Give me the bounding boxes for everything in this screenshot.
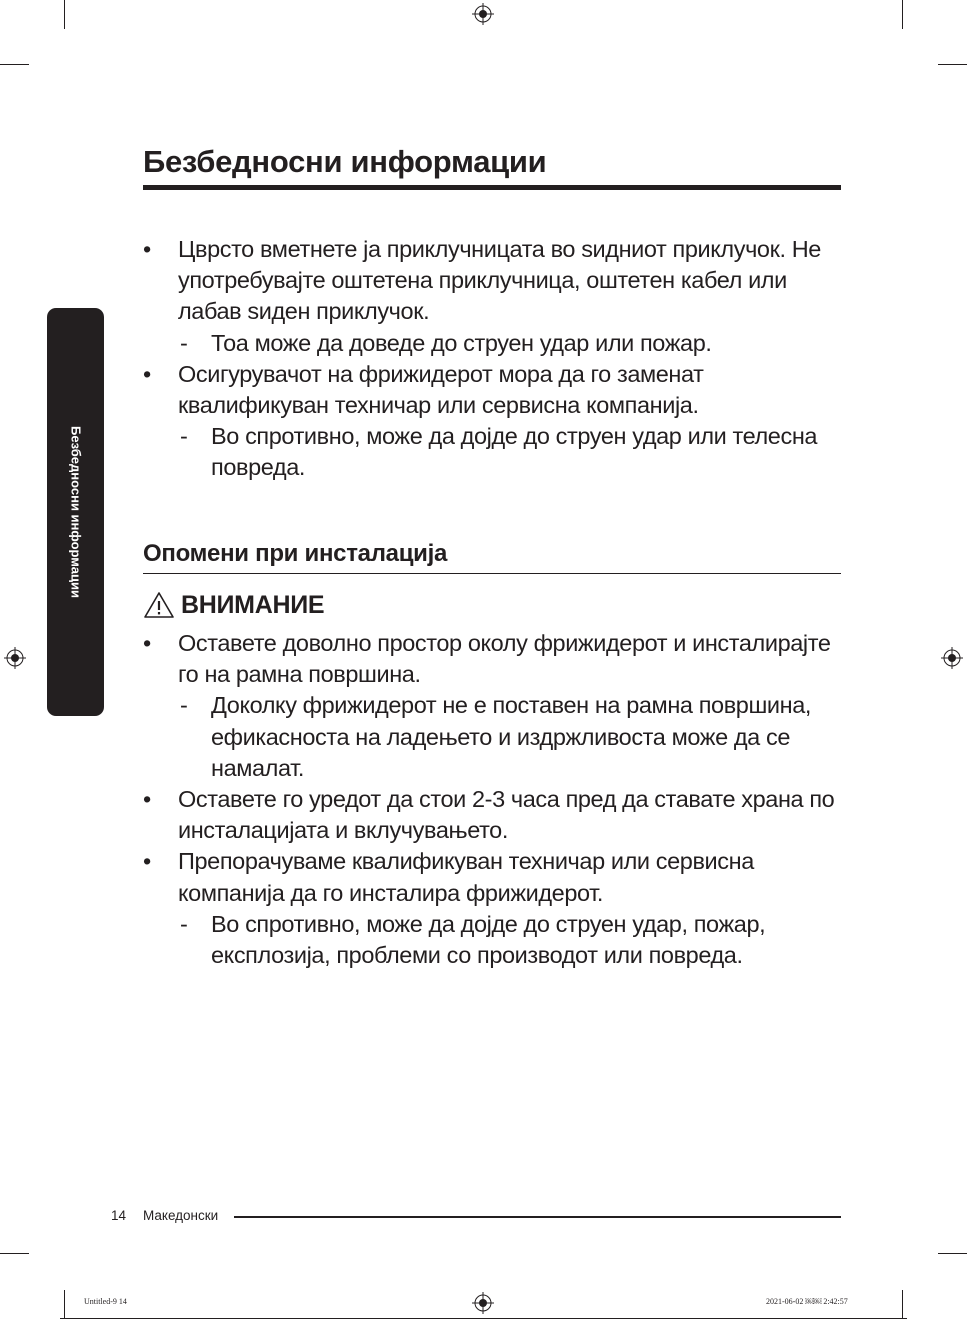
crop-mark <box>938 64 967 65</box>
list-item <box>143 359 843 421</box>
footer-divider <box>234 1216 841 1218</box>
list-item <box>143 234 843 328</box>
list-subitem <box>143 909 843 971</box>
side-tab <box>47 308 104 716</box>
list-subitem <box>143 328 843 359</box>
page-title: Безбедносни информации <box>143 144 547 179</box>
crop-mark <box>938 1253 967 1254</box>
bullet-marker: • <box>143 630 151 656</box>
crop-mark <box>64 1290 65 1319</box>
warning-triangle-icon <box>143 591 175 619</box>
list-item <box>143 846 843 908</box>
registration-mark-icon <box>4 647 26 669</box>
dash-marker: - <box>180 423 188 450</box>
list-subitem-text: Тоа може да доведе до струен удар или пожар. <box>211 329 712 356</box>
title-divider <box>143 185 841 190</box>
list-subitem-text: Доколку фрижидерот не е поставен на рамна површина, ефикасноста на ладењето и издржливоста може да се намалат. <box>211 692 811 781</box>
registration-mark-icon <box>472 3 494 25</box>
list-item-text: Оставете доволно простор околу фрижидерот и инсталирајте го на рамна површина. <box>178 630 831 688</box>
bullet-marker: • <box>143 848 151 875</box>
page-number: 14 <box>111 1208 127 1223</box>
registration-mark-icon <box>472 1292 494 1314</box>
safety-list <box>143 234 843 484</box>
footer-language: Македонски <box>143 1208 219 1223</box>
list-item <box>143 628 843 690</box>
list-subitem-text: Во спротивно, може да дојде до струен удар, пожар, експлозија, проблеми со производот или повреда. <box>211 910 766 969</box>
list-item-text: Осигурувачот на фрижидерот мора да го заменат квалификуван техничар или сервисна компанија. <box>178 360 704 419</box>
caution-heading <box>143 589 324 621</box>
section-title: Опомени при инсталација <box>143 540 448 567</box>
dash-marker: - <box>180 692 188 719</box>
bullet-marker: • <box>143 360 151 387</box>
print-date-info: 2021-06-02 ￼￼ 2:42:57 <box>766 1297 848 1306</box>
caution-label: ВНИМАНИЕ <box>181 590 325 619</box>
dash-marker: - <box>180 910 188 937</box>
registration-mark-icon <box>941 647 963 669</box>
bullet-marker: • <box>143 786 151 813</box>
list-subitem <box>143 690 843 784</box>
section-divider <box>143 573 841 574</box>
installation-list <box>143 628 843 971</box>
side-tab-label: Безбедносни информации <box>68 426 83 598</box>
crop-mark <box>64 0 65 29</box>
list-subitem-text: Во спротивно, може да дојде до струен удар или телесна повреда. <box>211 423 818 481</box>
list-item-text: Оставете го уредот да стои 2-3 часа пред да ставате храна по инсталацијата и вклучувањето. <box>178 786 835 844</box>
crop-mark <box>902 1290 903 1319</box>
dash-marker: - <box>180 329 188 356</box>
list-subitem <box>143 421 843 483</box>
crop-mark <box>902 0 903 29</box>
bullet-marker: • <box>143 236 151 262</box>
print-file-info: Untitled-9 14 <box>84 1297 127 1306</box>
list-item-text: Цврсто вметнете ја приклучницата во ѕидниот приклучок. Не употребувајте оштетена приклучница, оштетен кабел или лабав ѕиден приклучок. <box>178 236 821 325</box>
crop-mark <box>0 1253 29 1254</box>
list-item-text: Препорачуваме квалификуван техничар или сервисна компанија да го инсталира фрижидерот. <box>178 848 754 906</box>
list-item <box>143 784 843 846</box>
crop-mark <box>0 64 29 65</box>
